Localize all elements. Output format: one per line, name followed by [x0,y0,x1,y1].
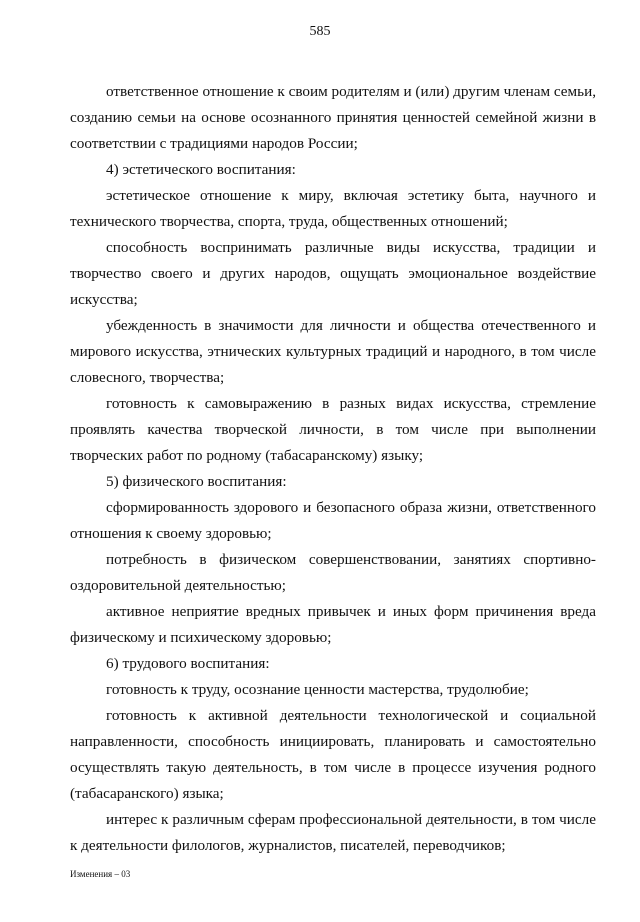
paragraph: готовность к активной деятельности технологической и социальной направленности, способность инициировать, планировать и самостоятельно осуществлять такую деятельность, в том числе в процессе изучения родного (табасаранского) языка; [70,707,596,802]
section-heading-physical: 5) физического воспитания: [106,473,287,490]
footer-revision-note: Изменения – 03 [70,869,131,879]
paragraph: готовность к труду, осознание ценности мастерства, трудолюбие; [106,681,529,698]
paragraph: интерес к различным сферам профессиональной деятельности, в том числе к деятельности филологов, журналистов, писателей, переводчиков; [70,811,596,854]
paragraph: потребность в физическом совершенствовании, занятиях спортивно-оздоровительной деятельностью; [70,551,596,594]
paragraph: ответственное отношение к своим родителям и (или) другим членам семьи, созданию семьи на основе осознанного принятия ценностей семейной жизни в соответствии с традициями народов России; [70,83,597,152]
paragraph: готовность к самовыражению в разных видах искусства, стремление проявлять качества творческой личности, в том числе при выполнении творческих работ по родному (табасаранскому) языку; [70,395,596,464]
section-heading-aesthetic: 4) эстетического воспитания: [106,161,296,178]
section-heading-labor: 6) трудового воспитания: [106,655,270,672]
paragraph: сформированность здорового и безопасного образа жизни, ответственного отношения к своему здоровью; [70,499,596,542]
document-body [70,79,596,859]
paragraph: способность воспринимать различные виды искусства, традиции и творчество своего и других народов, ощущать эмоциональное воздействие искусства; [70,239,596,308]
paragraph: убежденность в значимости для личности и общества отечественного и мирового искусства, этнических культурных традиций и народного, в том числе словесного, творчества; [70,317,596,386]
paragraph: эстетическое отношение к миру, включая эстетику быта, научного и технического творчества, спорта, труда, общественных отношений; [70,187,596,230]
page-number: 585 [309,24,331,39]
paragraph: активное неприятие вредных привычек и иных форм причинения вреда физическому и психическому здоровью; [70,603,596,646]
